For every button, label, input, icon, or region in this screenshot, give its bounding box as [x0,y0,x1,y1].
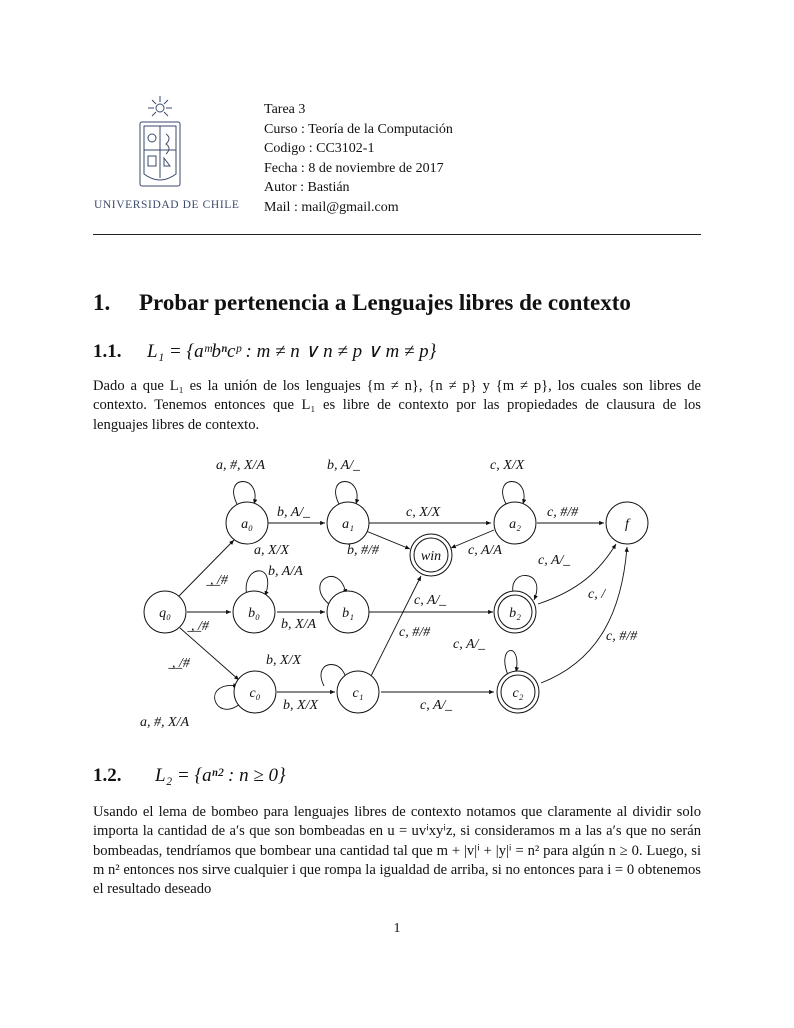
edge-label-q0-b0-top: ̲, ̲/# [210,573,228,588]
header-line: Autor : Bastián [264,180,350,195]
edge-label-loop-c0: a, #, X/A [140,715,189,730]
edge-label-a2-win: c, A/A [468,543,502,558]
header-line: Curso : Teoría de la Computación [264,121,453,137]
logo-text: UNIVERSIDAD DE CHILE [94,199,240,211]
edge-label-loop-a1: b, A/ ̲ [327,458,357,473]
edge-label-loop-c2: c, A/ ̲ [453,637,482,652]
subsection-heading-1-1 [93,340,436,363]
edge-loop-a0 [234,482,255,505]
header-line: Mail : mail@gmail.com [264,199,399,215]
university-crest-icon [92,94,242,214]
section-heading [93,290,631,316]
header-line: Tarea 3 [264,102,306,117]
edge-q0-a0 [178,540,234,597]
states [144,502,648,713]
header-info [264,100,453,217]
section-number: 1. [93,290,111,315]
edge-label-b2-f: c, / [588,587,606,602]
edge-label-loop-b2: c, A/ ̲ [538,553,567,568]
state-label-f: f [625,517,629,532]
edge-q0-c0 [180,628,239,680]
edge-label-q0-c0: ̲, ̲/# [172,656,190,671]
edge-label-loop-b0: b, A/A [268,564,303,579]
edge-label-loop-c1: b, X/X [266,653,301,668]
subsection-title: L₂ = {aⁿ² : n ≥ 0} [155,765,286,786]
page-number: 1 [393,921,401,936]
header-rule [93,234,701,235]
subsection-heading-1-2 [93,765,286,787]
edge-loop-a1 [336,482,357,505]
paragraph-1-2: Usando el lema de bombeo para lenguajes libres de contexto notamos que claramente al dividir solo importa la cantidad de a′s que son bombeadas en u = uvⁱxyⁱz, si consideramos m a las a′s que no serán bombeadas, tendríamos que bombear una cantidad tal que m + |v|ⁱ + |y|ⁱ = n² para algún n ≥ 0. Luego, si m n² entonces nos sirve cualquier i que rompa la igualdad de arriba, si no entonces para i = 0 obtenemos el resultado deseado [93,804,701,898]
section-title: Probar pertenencia a Lenguajes libres de contexto [139,290,631,315]
edge-label-a1-a2: c, X/X [406,505,441,520]
edge-label-c1-win: c, #/# [399,625,431,640]
header-line: Fecha : 8 de noviembre de 2017 [264,160,444,176]
state-label-win: win [420,549,442,564]
subsection-number: 1.1. [93,341,122,362]
edge-label-b0-b1: b, X/A [281,617,316,632]
edge-label-b1-b2: c, A/ ̲ [414,593,443,608]
edge-label-c1-c2: c, A/ ̲ [420,698,449,713]
state-label-b0: b₀ [248,606,260,621]
state-label-c0: c₀ [249,686,261,701]
edge-label-c0-c1: b, X/X [283,698,318,713]
edge-label-q0-a0: a, X/X [254,543,289,558]
state-label-b1: b₁ [342,606,354,621]
edge-label-a0-a1: b, A/ ̲ [277,505,307,520]
edge-label-loop-a0: a, #, X/A [216,458,265,473]
edge-label-loop-a2: c, X/X [490,458,525,473]
state-label-a0: a₀ [241,517,253,532]
state-label-c1: c₁ [352,686,364,701]
state-label-c2: c₂ [512,686,524,701]
pda-diagram [0,440,794,740]
subsection-title: L₁ = {aᵐbⁿcᵖ : m ≠ n ∨ n ≠ p ∨ m ≠ p} [147,341,437,362]
state-label-q0: q₀ [159,606,171,621]
header-line: Codigo : CC3102-1 [264,141,375,156]
edge-loop-a2 [503,482,524,505]
state-label-b2: b₂ [509,606,521,621]
paragraph-1-1: Dado a que L₁ es la unión de los lenguajes {m ≠ n}, {n ≠ p} y {m ≠ p}, los cuales son libres de contexto. Tenemos entonces que L₁ es libre de contexto por las propiedades de clausura de los lenguajes libres de contexto. [93,378,701,433]
subsection-number: 1.2. [93,765,122,786]
edge-label-c2-f: c, #/# [606,629,638,644]
edge-label-a1-win: b, #/# [347,543,379,558]
state-label-a1: a₁ [342,517,354,532]
edge-label-a2-f: c, #/# [547,505,579,520]
university-logo [92,94,242,214]
state-label-a2: a₂ [509,517,521,532]
edge-label-q0-b0: ̲, ̲/# [191,619,209,634]
